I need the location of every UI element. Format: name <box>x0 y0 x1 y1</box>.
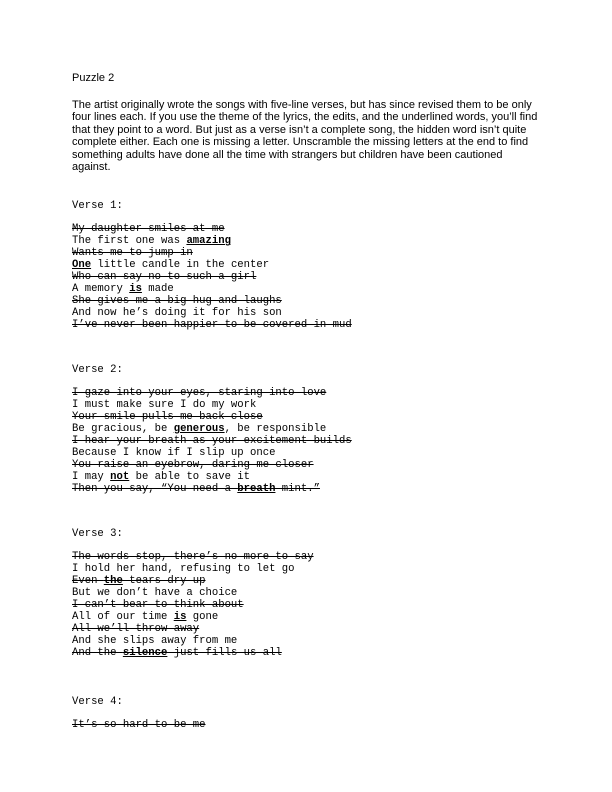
lyric-text: mint.” <box>275 482 320 495</box>
verse-spacer <box>72 659 542 696</box>
lyric-text: And the <box>72 646 123 659</box>
underlined-word: is <box>173 610 187 623</box>
document-page <box>72 72 542 732</box>
lyric-text: gone <box>186 610 219 623</box>
struck-lyric-line: I’ve never been happier to be covered in mud <box>72 318 352 331</box>
verses-container <box>72 200 542 732</box>
lyric-text: just fills us all <box>167 646 282 659</box>
underlined-word: amazing <box>186 235 231 248</box>
verse-2 <box>72 364 542 495</box>
struck-lyric-line: I hear your breath as your excitement builds <box>72 435 352 448</box>
struck-lyric-line: I gaze into your eyes, staring into love <box>72 387 327 400</box>
lyric-text: be able to save it <box>129 470 251 483</box>
underlined-word: One <box>72 259 92 272</box>
verse-1 <box>72 200 542 331</box>
puzzle-instructions: The artist originally wrote the songs with five-line verses, but has since revised them to be only four lines each. If you use the theme of the lyrics, the edits, and the underlined words, you’ll find that they point to a word. But just as a verse isn’t a complete song, the hidden word isn’t quite complete either. Each one is missing a letter. Unscramble the missing letters at the end to find something adults have done all the time with strangers but children have been cautioned against. <box>72 99 538 174</box>
verse-spacer <box>72 495 542 528</box>
lyric-text: Be gracious, be <box>72 423 174 436</box>
underlined-word: not <box>110 470 130 483</box>
struck-lyric-line: It’s so hard to be me <box>72 719 206 732</box>
verse-heading: Verse 3: <box>72 528 123 541</box>
lyric-text: Then you say, “You need a <box>72 482 238 495</box>
underlined-word: breath <box>237 482 276 495</box>
struck-lyric-line: All we’ll throw away <box>72 622 200 635</box>
lyric-text: Even <box>72 575 104 588</box>
lyric-line <box>72 284 542 296</box>
lyric-text: , be responsible <box>224 423 327 436</box>
struck-lyric-line: Your smile pulls me back close <box>72 411 263 424</box>
struck-lyric-line: She gives me a big hug and laughs <box>72 294 282 307</box>
verse-lines <box>72 552 542 659</box>
lyric-text: A memory <box>72 282 130 295</box>
struck-lyric-line: My daughter smiles at me <box>72 223 225 236</box>
lyric-line: I hold her hand, refusing to let go <box>72 563 295 576</box>
lyric-text: The first one was <box>72 235 187 248</box>
struck-lyric-line <box>72 648 542 660</box>
verse-3 <box>72 528 542 659</box>
verse-4 <box>72 696 542 732</box>
verse-spacer <box>72 331 542 364</box>
struck-lyric-line: Wants me to jump in <box>72 247 193 260</box>
struck-lyric-line: The words stop, there’s no more to say <box>72 551 314 564</box>
verse-lines <box>72 224 542 331</box>
verse-lines <box>72 720 542 732</box>
struck-lyric-line <box>72 484 542 496</box>
verse-heading: Verse 4: <box>72 696 123 709</box>
lyric-line: Because I know if I slip up once <box>72 446 276 459</box>
underlined-word: generous <box>173 423 225 436</box>
underlined-word: the <box>103 575 123 588</box>
lyric-line: I must make sure I do my work <box>72 399 257 412</box>
underlined-word: silence <box>122 646 168 659</box>
verse-heading: Verse 2: <box>72 364 123 377</box>
lyric-line: And she slips away from me <box>72 634 238 647</box>
underlined-word: is <box>129 282 142 295</box>
verse-lines <box>72 388 542 495</box>
lyric-text: tears dry up <box>122 575 206 588</box>
struck-lyric-line: Who can say no to such a girl <box>72 271 257 283</box>
lyric-text: little candle in the center <box>91 259 270 272</box>
lyric-text: All of our time <box>72 610 174 623</box>
lyric-text: I may <box>72 470 111 483</box>
verse-heading: Verse 1: <box>72 200 123 213</box>
lyric-line: And now he’s doing it for his son <box>72 306 282 319</box>
struck-lyric-line: You raise an eyebrow, daring me closer <box>72 458 314 471</box>
puzzle-title: Puzzle 2 <box>72 72 115 84</box>
lyric-text: made <box>141 282 174 295</box>
struck-lyric-line: I can’t bear to think about <box>72 599 244 612</box>
lyric-line: But we don’t have a choice <box>72 587 238 600</box>
